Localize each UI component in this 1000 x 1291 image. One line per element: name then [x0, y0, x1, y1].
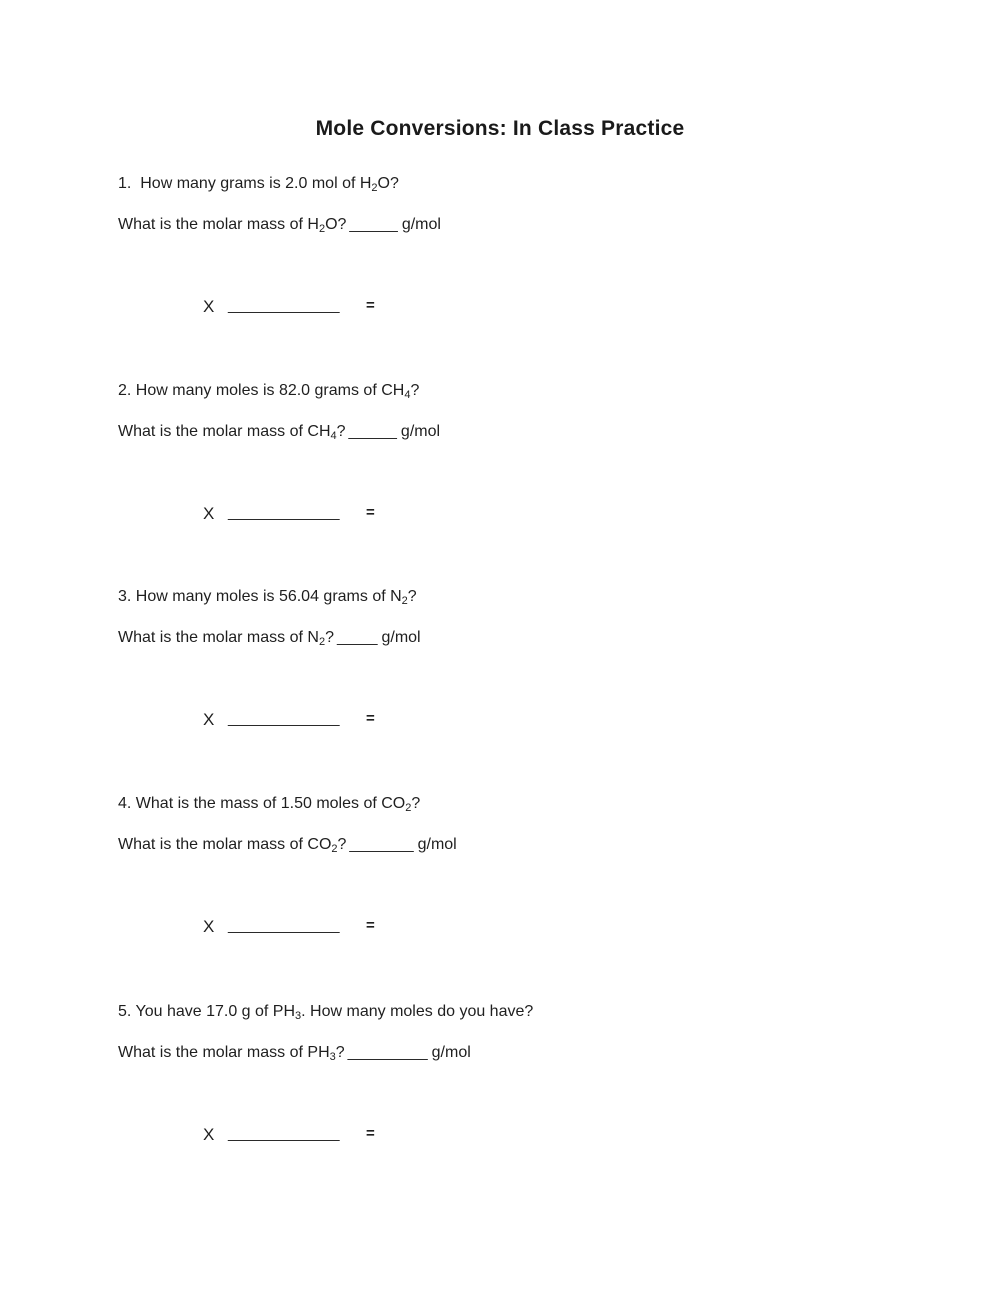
- formula-subscript: 2: [401, 595, 408, 607]
- text-segment: ?: [411, 795, 421, 812]
- text-segment: What is the molar mass of N: [118, 629, 319, 646]
- text-segment: ?: [337, 836, 347, 853]
- text-segment: ?: [336, 423, 346, 440]
- text-segment: 4. What is the mass of 1.50 moles of CO: [118, 795, 406, 812]
- question-block-4: [118, 794, 1000, 954]
- text-segment: ?: [325, 629, 334, 646]
- formula-subscript: 2: [318, 223, 326, 235]
- equals-sign: =: [366, 504, 375, 521]
- formula-subscript: 2: [331, 843, 338, 855]
- formula-subscript: 2: [405, 802, 412, 814]
- text-segment: 5. You have 17.0 g of PH: [118, 1003, 296, 1020]
- formula-subscript: 3: [329, 1051, 336, 1063]
- formula-subscript: 2: [318, 636, 326, 648]
- molar-mass-prompt: [118, 628, 421, 652]
- multiply-sign: X: [203, 504, 215, 523]
- molar-mass-prompt: [118, 835, 457, 859]
- unit-label: g/mol: [431, 1044, 471, 1061]
- multiply-sign: X: [203, 1125, 215, 1144]
- question-prompt: [118, 174, 399, 198]
- work-answer-blank[interactable]: ______________: [228, 710, 339, 727]
- formula-subscript: 3: [295, 1010, 302, 1022]
- work-answer-blank[interactable]: ______________: [228, 504, 339, 521]
- text-segment: 2. How many moles is 82.0 grams of CH: [118, 382, 405, 399]
- molar-mass-blank[interactable]: ______: [349, 216, 397, 233]
- text-segment: ?: [407, 588, 417, 605]
- work-row: [0, 917, 1000, 939]
- work-answer-blank[interactable]: ______________: [228, 917, 339, 934]
- multiply-sign: X: [203, 710, 215, 729]
- molar-mass-blank[interactable]: ________: [349, 836, 413, 853]
- work-answer-blank[interactable]: ______________: [228, 297, 339, 314]
- text-segment: . How many moles do you have?: [301, 1003, 534, 1020]
- text-segment: ?: [410, 382, 420, 399]
- formula-subscript: 2: [371, 182, 378, 194]
- multiply-sign: X: [203, 917, 215, 936]
- molar-mass-blank[interactable]: ______: [348, 423, 396, 440]
- page-title: Mole Conversions: In Class Practice: [315, 117, 685, 140]
- molar-mass-prompt: [118, 1043, 471, 1067]
- text-segment: ?: [335, 1044, 345, 1061]
- equals-sign: =: [366, 917, 375, 934]
- molar-mass-blank[interactable]: _____: [336, 629, 377, 646]
- molar-mass-blank[interactable]: __________: [347, 1044, 427, 1061]
- equals-sign: =: [366, 297, 375, 314]
- work-row: [0, 1125, 1000, 1147]
- work-answer-blank[interactable]: ______________: [228, 1125, 339, 1142]
- unit-label: g/mol: [417, 836, 457, 853]
- formula-subscript: 4: [330, 430, 337, 442]
- text-segment: What is the molar mass of CO: [118, 836, 332, 853]
- work-row: [0, 297, 1000, 319]
- unit-label: g/mol: [401, 216, 441, 233]
- question-prompt: [118, 794, 420, 818]
- text-segment: 1. How many grams is 2.0 mol of H: [118, 175, 372, 192]
- molar-mass-prompt: [118, 215, 441, 239]
- question-block-5: [118, 1002, 1000, 1162]
- text-segment: O?: [325, 216, 347, 233]
- equals-sign: =: [366, 710, 375, 727]
- question-prompt: [118, 587, 417, 611]
- question-block-1: [118, 174, 1000, 334]
- text-segment: What is the molar mass of PH: [118, 1044, 330, 1061]
- work-row: [0, 710, 1000, 732]
- question-prompt: [118, 1002, 533, 1026]
- unit-label: g/mol: [400, 423, 441, 440]
- equals-sign: =: [366, 1125, 375, 1142]
- multiply-sign: X: [203, 297, 215, 316]
- unit-label: g/mol: [381, 629, 421, 646]
- formula-subscript: 4: [404, 389, 411, 401]
- text-segment: 3. How many moles is 56.04 grams of N: [118, 588, 402, 605]
- question-block-2: [118, 381, 1000, 541]
- text-segment: O?: [377, 175, 399, 192]
- question-block-3: [118, 587, 1000, 747]
- text-segment: What is the molar mass of CH: [118, 423, 331, 440]
- text-segment: What is the molar mass of H: [118, 216, 319, 233]
- work-row: [0, 504, 1000, 526]
- question-prompt: [118, 381, 419, 405]
- molar-mass-prompt: [118, 422, 440, 446]
